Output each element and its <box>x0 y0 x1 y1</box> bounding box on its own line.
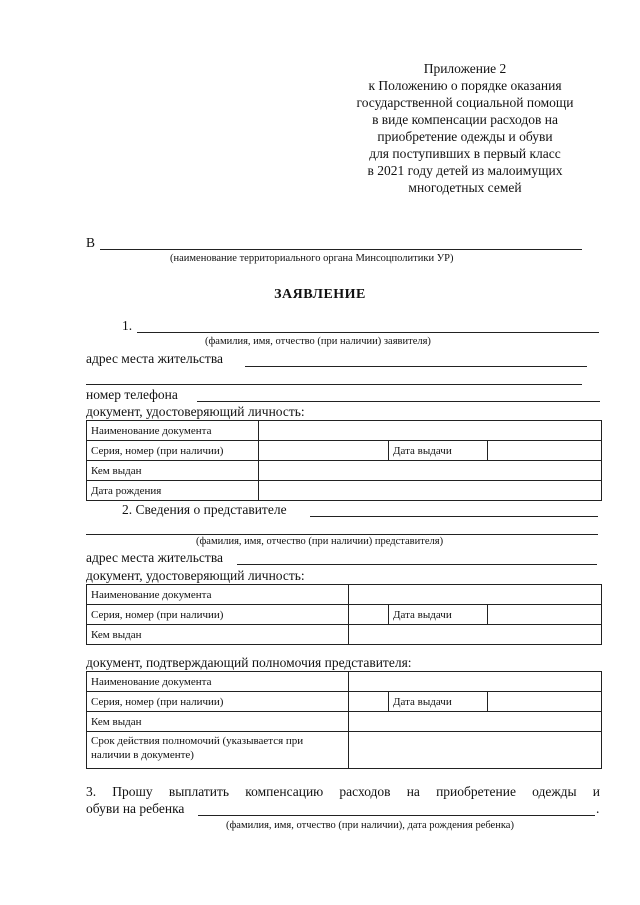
representative-id-table <box>86 584 602 645</box>
document-header <box>330 60 600 196</box>
section3-period: . <box>596 801 600 816</box>
table-label: Наименование документа <box>87 421 259 441</box>
series-cell[interactable] <box>349 692 389 712</box>
table-row <box>87 441 602 461</box>
table-row <box>87 625 602 645</box>
representative-address-label: адрес места жительства <box>86 550 224 565</box>
applicant-id-label: документ, удостоверяющий личность: <box>86 404 305 419</box>
applicant-name-caption: (фамилия, имя, отчество (при наличии) заявителя) <box>205 336 431 347</box>
issue-date-cell[interactable] <box>488 692 602 712</box>
child-info-caption: (фамилия, имя, отчество (при наличии), дата рождения ребенка) <box>226 820 514 831</box>
header-line: для поступивших в первый класс <box>369 146 561 161</box>
table-label: Дата выдачи <box>389 605 488 625</box>
table-label: Кем выдан <box>87 625 349 645</box>
table-row <box>87 732 602 769</box>
phone-label: номер телефона <box>86 387 178 402</box>
addressee-field[interactable] <box>100 249 582 250</box>
representative-name-field[interactable] <box>310 516 598 517</box>
applicant-address-field-2[interactable] <box>86 384 582 385</box>
table-label: Наименование документа <box>87 672 349 692</box>
child-info-field[interactable] <box>198 815 595 816</box>
doc-name-cell[interactable] <box>259 421 602 441</box>
applicant-address-field[interactable] <box>245 366 587 367</box>
table-label: Кем выдан <box>87 712 349 732</box>
issued-by-cell[interactable] <box>349 712 602 732</box>
table-label: Серия, номер (при наличии) <box>87 441 259 461</box>
authority-doc-label: документ, подтверждающий полномочия представителя: <box>86 655 412 670</box>
section2-heading: 2. Сведения о представителе <box>122 502 287 517</box>
table-row <box>87 692 602 712</box>
table-label: Дата рождения <box>87 481 259 501</box>
table-row <box>87 421 602 441</box>
addressee-prefix: В <box>86 235 96 250</box>
table-row <box>87 672 602 692</box>
section1-number: 1. <box>122 318 133 333</box>
table-row <box>87 605 602 625</box>
representative-name-field-2[interactable] <box>86 534 598 535</box>
series-cell[interactable] <box>349 605 389 625</box>
authority-doc-table <box>86 671 602 769</box>
table-label: Наименование документа <box>87 585 349 605</box>
table-label: Серия, номер (при наличии) <box>87 605 349 625</box>
table-label: Дата выдачи <box>389 441 488 461</box>
table-label: Кем выдан <box>87 461 259 481</box>
series-cell[interactable] <box>259 441 389 461</box>
representative-address-field[interactable] <box>237 564 597 565</box>
table-label: Дата выдачи <box>389 692 488 712</box>
header-line: в 2021 году детей из малоимущих <box>367 163 563 178</box>
addressee-caption: (наименование территориального органа Минсоцполитики УР) <box>170 253 454 264</box>
table-row <box>87 481 602 501</box>
section3-line2-prefix: обуви на ребенка <box>86 801 185 816</box>
representative-name-caption: (фамилия, имя, отчество (при наличии) представителя) <box>196 536 444 547</box>
section3-line1: 3. Прошу выплатить компенсацию расходов на приобретение одежды и <box>86 784 600 799</box>
applicant-id-table <box>86 420 602 501</box>
birth-date-cell[interactable] <box>259 481 602 501</box>
header-line: к Положению о порядке оказания <box>368 78 562 93</box>
issued-by-cell[interactable] <box>259 461 602 481</box>
doc-name-cell[interactable] <box>349 672 602 692</box>
phone-field[interactable] <box>197 401 600 402</box>
validity-cell[interactable] <box>349 732 602 769</box>
document-title: ЗАЯВЛЕНИЕ <box>274 287 366 302</box>
header-line: государственной социальной помощи <box>356 95 574 110</box>
header-line: приобретение одежды и обуви <box>377 129 553 144</box>
applicant-address-label: адрес места жительства <box>86 351 224 366</box>
representative-id-label: документ, удостоверяющий личность: <box>86 568 305 583</box>
issue-date-cell[interactable] <box>488 605 602 625</box>
issued-by-cell[interactable] <box>349 625 602 645</box>
table-row <box>87 585 602 605</box>
header-line: многодетных семей <box>408 180 522 195</box>
applicant-name-field[interactable] <box>137 332 599 333</box>
issue-date-cell[interactable] <box>488 441 602 461</box>
table-row <box>87 712 602 732</box>
table-label: Серия, номер (при наличии) <box>87 692 349 712</box>
header-line: в виде компенсации расходов на <box>372 112 558 127</box>
header-line: Приложение 2 <box>423 61 507 76</box>
doc-name-cell[interactable] <box>349 585 602 605</box>
table-label: Срок действия полномочий (указывается при наличии в документе) <box>87 732 349 769</box>
table-row <box>87 461 602 481</box>
